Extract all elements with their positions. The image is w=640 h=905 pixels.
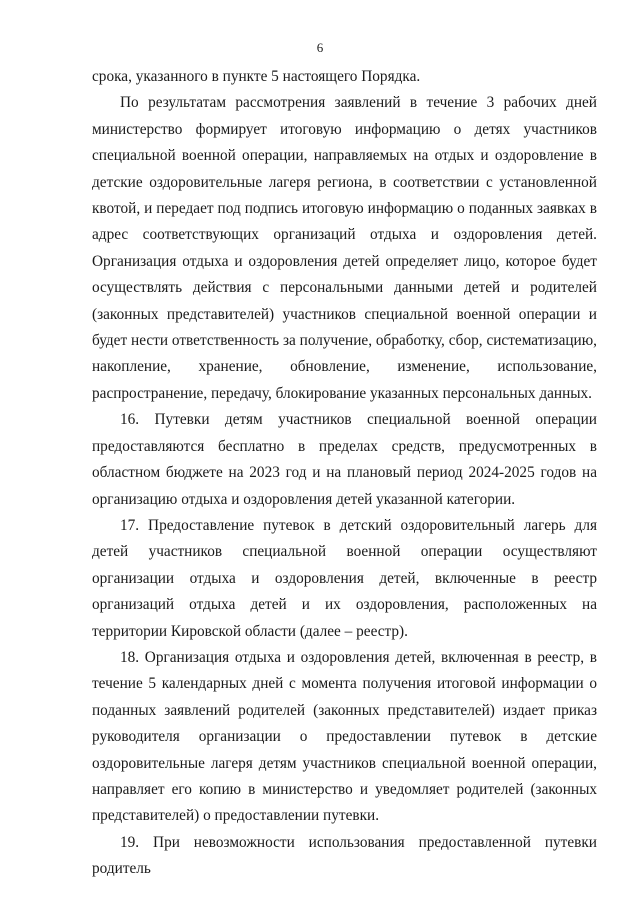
page-number: 6 <box>316 40 324 55</box>
paragraph-continuation: срока, указанного в пункте 5 настоящего Порядка. <box>92 68 421 85</box>
paragraph-review-results: По результатам рассмотрения заявлений в течение 3 рабочих дней министерство формирует итоговую информацию о детях участников специальной военной операции, направляемых на отдых и оздоровление в детские оздоровительные лагеря региона, в соответствии с установленной квотой, и передает под подпись итоговую информацию о поданных заявках в адрес соответствующих организаций отдыха и оздоровления детей. Организация отдыха и оздоровления детей определяет лицо, которое будет осуществлять действия с персональными данными детей и родителей (законных представителей) участников специальной военной операции и будет нести ответственность за получение, обработку, сбор, систематизацию, накопление, хранение, обновление, изменение, использование, распространение, передачу, блокирование указанных персональных данных. <box>92 94 597 402</box>
document-body <box>92 64 597 883</box>
paragraph-19: 19. При невозможности использования предоставленной путевки родитель <box>92 833 597 878</box>
paragraph-16: 16. Путевки детям участников специальной военной операции предоставляются бесплатно в пределах средств, предусмотренных в областном бюджете на 2023 год и на плановый период 2024-2025 годов на организацию отдыха и оздоровления детей указанной категории. <box>92 411 597 508</box>
paragraph-18: 18. Организация отдыха и оздоровления детей, включенная в реестр, в течение 5 календарных дней с момента получения итоговой информации о поданных заявлений родителей (законных представителей) издает приказ руководителя организации о предоставлении путевок в детские оздоровительные лагеря детям участников специальной военной операции, направляет его копию в министерство и уведомляет родителей (законных представителей) о предоставлении путевки. <box>92 648 597 825</box>
paragraph-17: 17. Предоставление путевок в детский оздоровительный лагерь для детей участников специальной военной операции осуществляют организации отдыха и оздоровления детей, включенные в реестр организаций отдыха детей и их оздоровления, расположенных на территории Кировской области (далее – реестр). <box>92 516 597 640</box>
